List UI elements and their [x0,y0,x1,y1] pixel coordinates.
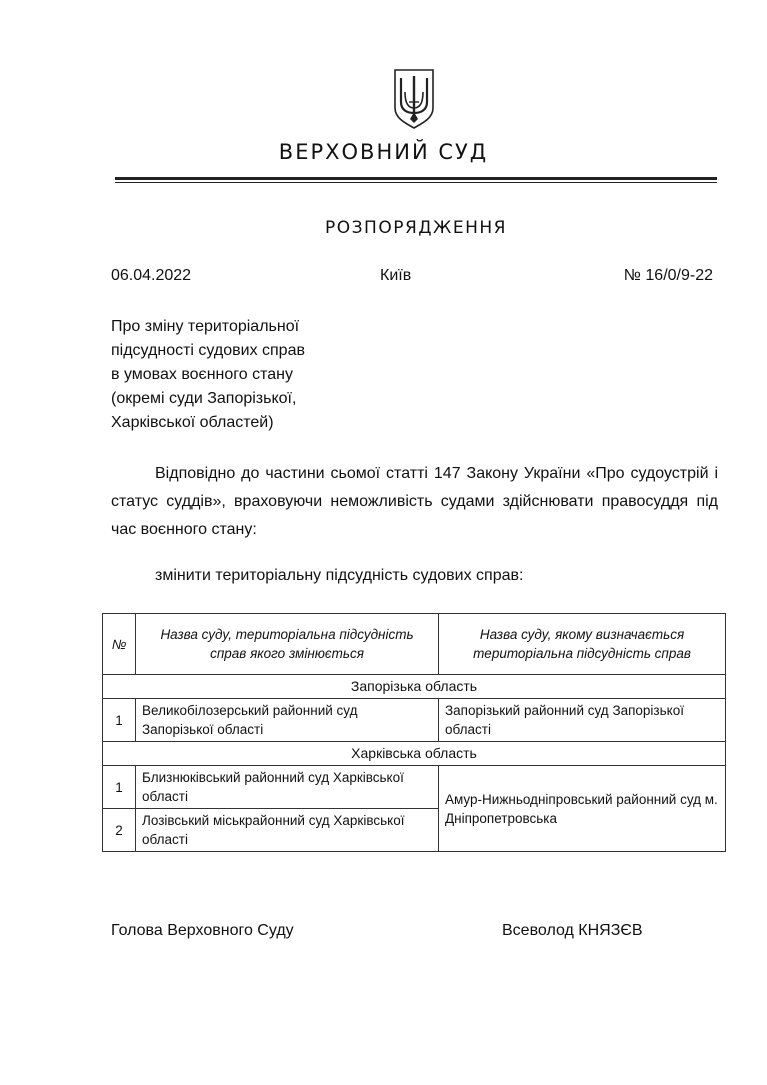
subject-line: Про зміну територіальної [111,318,300,335]
document-city: Київ [380,267,412,284]
region-name: Запорізька область [103,675,726,699]
header-to-court: Назва суду, якому визначається територіальна підсудність справ [439,614,726,675]
region-row [103,742,726,766]
to-court: Запорізький районний суд Запорізької області [439,699,726,742]
header-from-court: Назва суду, територіальна підсудність справ якого змінюється [136,614,439,675]
from-court: Лозівський міськрайонний суд Харківської області [136,809,439,852]
signatory-name: Всеволод КНЯЗЄВ [502,922,643,939]
row-number: 1 [103,766,136,809]
court-reassignment-table [102,613,726,852]
table-row [103,699,726,742]
document-date: 06.04.2022 [111,267,192,284]
header-divider-thin [115,182,717,183]
subject-line: (окремі суди Запорізької, [111,390,297,407]
body-paragraph: Відповідно до частини сьомої статті 147 Закону України «Про судоустрій і статус суддів», враховуючи неможливість судами здійснювати правосуддя під час воєнного стану: [111,465,718,538]
subject-line: Харківської областей) [111,414,274,431]
from-court: Великобілозерський районний суд Запорізької області [136,699,439,742]
subject-line: підсудності судових справ [111,342,305,359]
trident-emblem-icon [391,68,437,130]
document-number: № 16/0/9-22 [623,267,713,284]
document-type: РОЗПОРЯДЖЕННЯ [325,218,507,238]
table-row [103,766,726,809]
row-number: 1 [103,699,136,742]
to-court-shared: Амур-Нижньодніпровський районний суд м. Дніпропетровська [439,766,726,852]
instruction-text: змінити територіальну підсудність судових справ: [155,567,524,584]
from-court: Близнюківський районний суд Харківської області [136,766,439,809]
header-number: № [103,614,136,675]
table-header-row [103,614,726,675]
court-name: ВЕРХОВНИЙ СУД [278,140,489,164]
row-number: 2 [103,809,136,852]
header-divider-thick [115,177,717,180]
subject-line: в умовах воєнного стану [111,366,293,383]
region-name: Харківська область [103,742,726,766]
signatory-position: Голова Верховного Суду [111,922,294,939]
region-row [103,675,726,699]
document-subject [111,315,305,435]
